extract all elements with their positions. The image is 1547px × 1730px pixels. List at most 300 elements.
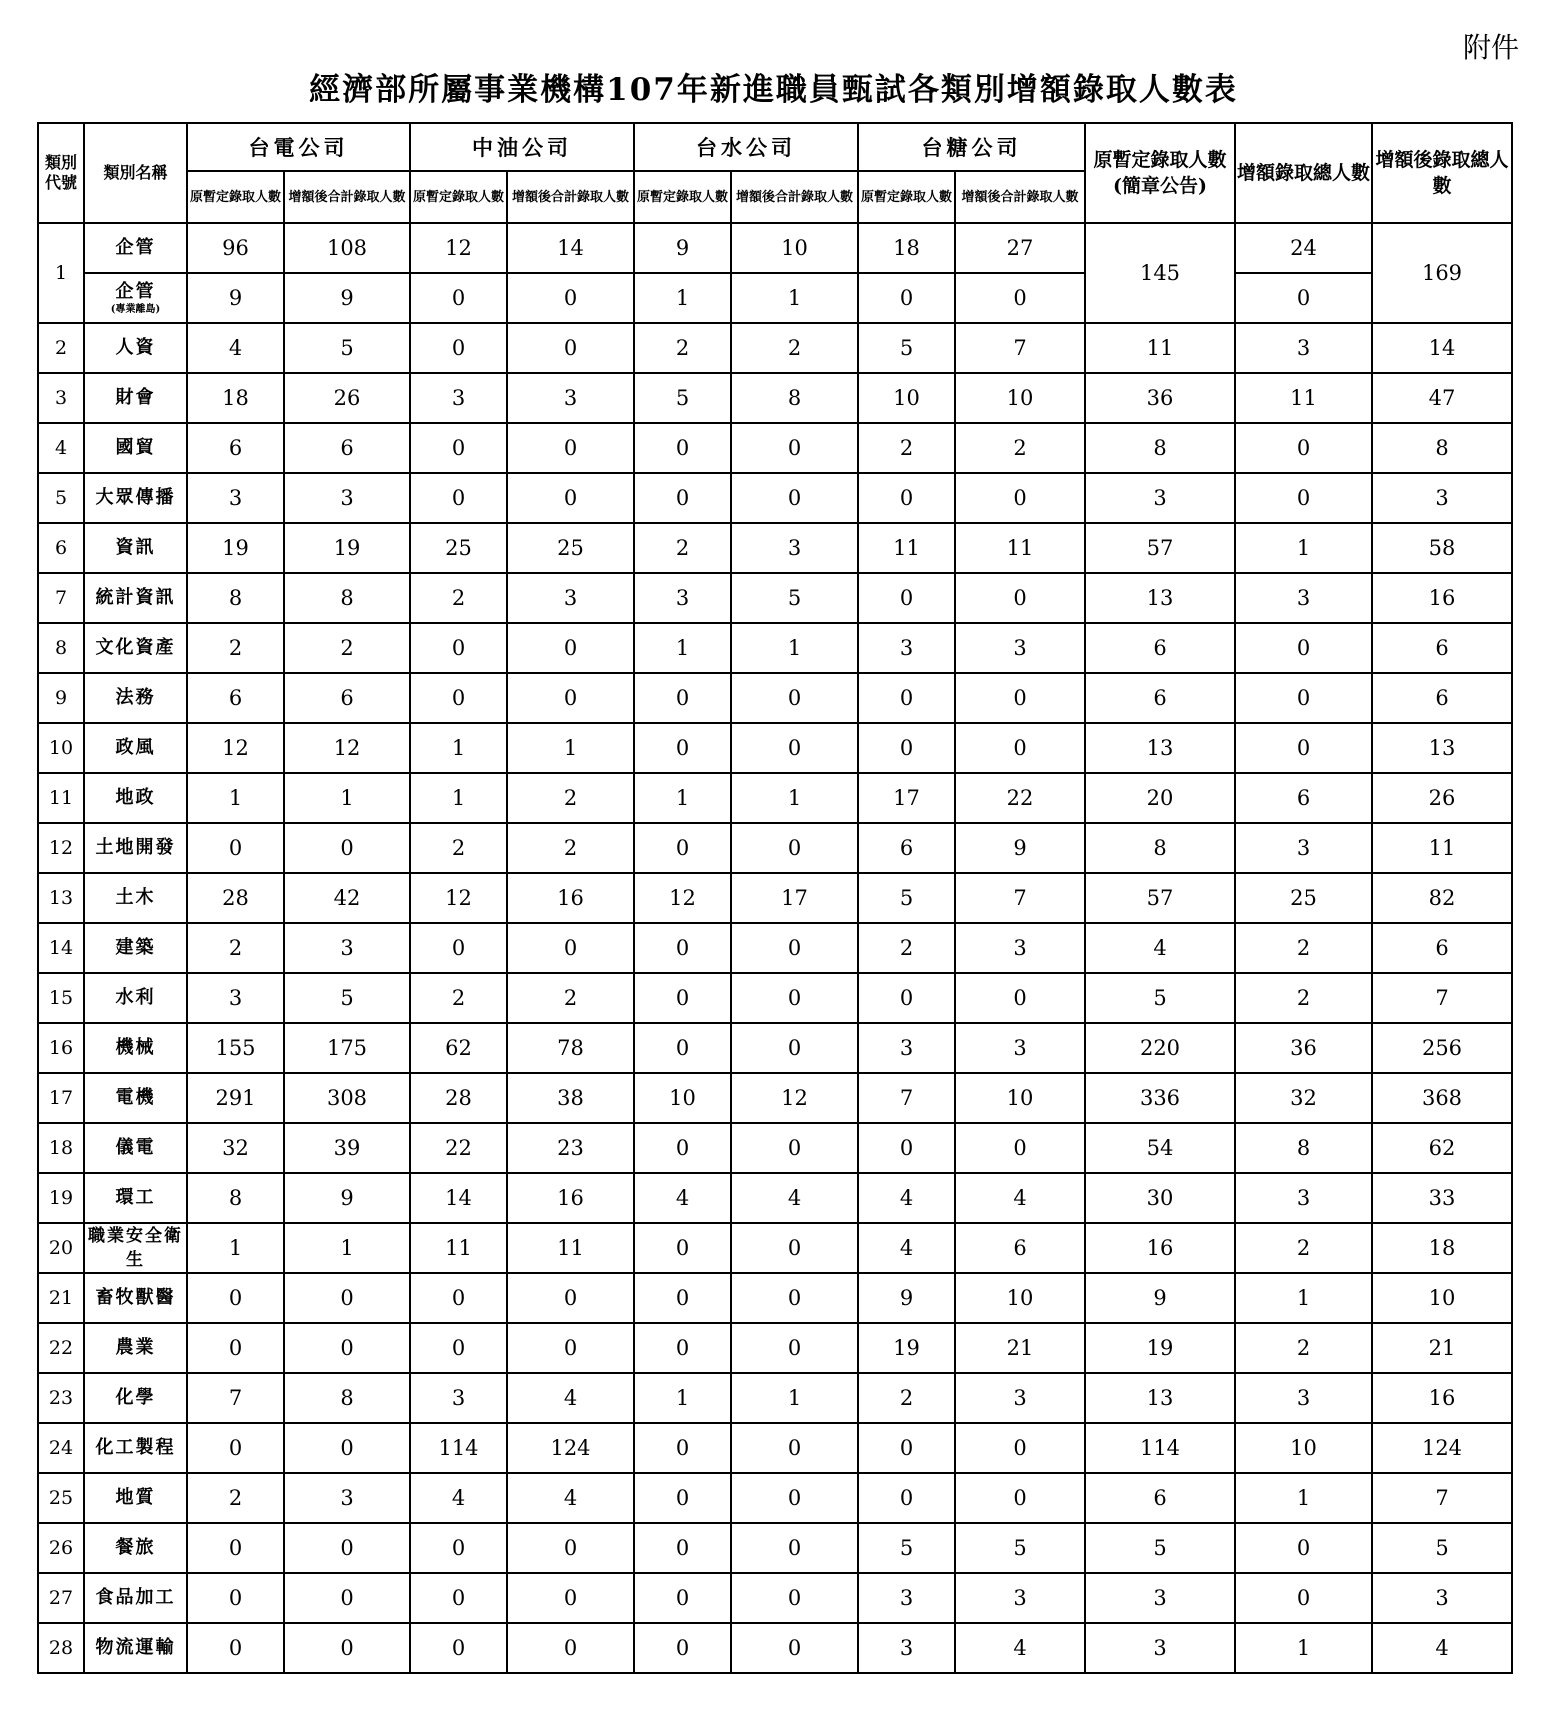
value-cell: 0: [410, 623, 507, 673]
category-name-text: 畜牧獸醫: [95, 1287, 176, 1308]
orig-total-cell: 30: [1085, 1173, 1235, 1223]
table-row: [38, 573, 1512, 623]
value-cell: 0: [507, 423, 634, 473]
value-cell: 2: [410, 573, 507, 623]
value-cell: 3: [410, 373, 507, 423]
value-cell: 0: [731, 423, 858, 473]
orig-total-cell: 57: [1085, 523, 1235, 573]
value-cell: 0: [410, 923, 507, 973]
value-cell: 1: [731, 273, 858, 323]
increase-cell: 3: [1235, 323, 1372, 373]
table-row: [38, 523, 1512, 573]
value-cell: 7: [955, 323, 1085, 373]
table-row: [38, 673, 1512, 723]
value-cell: 12: [284, 723, 410, 773]
after-total-cell: 7: [1372, 973, 1512, 1023]
value-cell: 14: [507, 223, 634, 273]
category-name-text: 職業安全衛生: [88, 1226, 183, 1270]
category-name-text: 化學: [115, 1387, 156, 1408]
category-name-text: 企管: [115, 237, 156, 258]
increase-cell: 10: [1235, 1423, 1372, 1473]
value-cell: 8: [187, 573, 284, 623]
value-cell: 0: [507, 1273, 634, 1323]
category-name: [84, 573, 187, 623]
after-total-cell: 14: [1372, 323, 1512, 373]
increase-cell: 0: [1235, 423, 1372, 473]
category-name-text: 餐旅: [115, 1537, 156, 1558]
value-cell: 9: [634, 223, 731, 273]
value-cell: 0: [284, 1573, 410, 1623]
value-cell: 1: [410, 723, 507, 773]
increase-cell: 2: [1235, 973, 1372, 1023]
value-cell: 155: [187, 1023, 284, 1073]
value-cell: 5: [858, 873, 955, 923]
value-cell: 5: [284, 323, 410, 373]
after-total-cell: 7: [1372, 1473, 1512, 1523]
category-note: (專業離島): [110, 304, 161, 315]
category-code: 26: [38, 1523, 84, 1573]
value-cell: 5: [284, 973, 410, 1023]
value-cell: 0: [507, 673, 634, 723]
value-cell: 1: [410, 773, 507, 823]
value-cell: 3: [955, 923, 1085, 973]
value-cell: 26: [284, 373, 410, 423]
value-cell: 0: [634, 1573, 731, 1623]
value-cell: 0: [284, 1423, 410, 1473]
value-cell: 0: [410, 1623, 507, 1673]
value-cell: 0: [410, 1573, 507, 1623]
value-cell: 0: [731, 923, 858, 973]
value-cell: 0: [955, 1473, 1085, 1523]
value-cell: 4: [858, 1223, 955, 1273]
value-cell: 0: [507, 1323, 634, 1373]
value-cell: 0: [634, 423, 731, 473]
value-cell: 3: [858, 1573, 955, 1623]
value-cell: 7: [955, 873, 1085, 923]
value-cell: 0: [187, 1323, 284, 1373]
category-name-text: 政風: [115, 737, 156, 758]
orig-total-cell: 336: [1085, 1073, 1235, 1123]
value-cell: 25: [410, 523, 507, 573]
category-code: 28: [38, 1623, 84, 1673]
category-code: 2: [38, 323, 84, 373]
value-cell: 5: [634, 373, 731, 423]
value-cell: 25: [507, 523, 634, 573]
value-cell: 17: [731, 873, 858, 923]
category-code: 23: [38, 1373, 84, 1423]
value-cell: 0: [507, 1523, 634, 1573]
category-code: 12: [38, 823, 84, 873]
value-cell: 4: [634, 1173, 731, 1223]
value-cell: 10: [955, 1273, 1085, 1323]
table-row: [38, 1523, 1512, 1573]
value-cell: 3: [284, 1473, 410, 1523]
after-total-cell: 62: [1372, 1123, 1512, 1173]
value-cell: 78: [507, 1023, 634, 1073]
category-code: 3: [38, 373, 84, 423]
value-cell: 62: [410, 1023, 507, 1073]
value-cell: 4: [507, 1373, 634, 1423]
value-cell: 0: [634, 1273, 731, 1323]
orig-total-cell: 11: [1085, 323, 1235, 373]
value-cell: 0: [634, 1473, 731, 1523]
value-cell: 0: [634, 673, 731, 723]
category-name: [84, 1573, 187, 1623]
category-code: 16: [38, 1023, 84, 1073]
category-name-text: 化工製程: [95, 1437, 176, 1458]
value-cell: 0: [410, 1323, 507, 1373]
value-cell: 0: [858, 1423, 955, 1473]
orig-total-cell: 16: [1085, 1223, 1235, 1273]
value-cell: 16: [507, 873, 634, 923]
table-row: [38, 1173, 1512, 1223]
value-cell: 7: [858, 1073, 955, 1123]
table-row: [38, 323, 1512, 373]
page-title: 經濟部所屬事業機構107年新進職員甄試各類別增額錄取人數表: [309, 72, 1238, 108]
category-code: 13: [38, 873, 84, 923]
value-cell: 108: [284, 223, 410, 273]
value-cell: 3: [507, 373, 634, 423]
after-total-cell: 6: [1372, 673, 1512, 723]
category-name: [84, 423, 187, 473]
value-cell: 1: [284, 1223, 410, 1273]
value-cell: 0: [410, 1273, 507, 1323]
table-row: [38, 1123, 1512, 1173]
value-cell: 124: [507, 1423, 634, 1473]
value-cell: 10: [858, 373, 955, 423]
category-name: [84, 523, 187, 573]
after-total-cell: 33: [1372, 1173, 1512, 1223]
orig-total-cell: 8: [1085, 823, 1235, 873]
after-total-cell: 3: [1372, 1573, 1512, 1623]
increase-cell: 25: [1235, 873, 1372, 923]
value-cell: 0: [858, 973, 955, 1023]
table-row: [38, 1273, 1512, 1323]
value-cell: 22: [410, 1123, 507, 1173]
category-name: [84, 1073, 187, 1123]
category-code: 17: [38, 1073, 84, 1123]
value-cell: 11: [507, 1223, 634, 1273]
increase-cell: 1: [1235, 1273, 1372, 1323]
value-cell: 0: [634, 723, 731, 773]
value-cell: 4: [858, 1173, 955, 1223]
increase-cell: 3: [1235, 1173, 1372, 1223]
value-cell: 0: [731, 1623, 858, 1673]
value-cell: 0: [731, 823, 858, 873]
table-row: [38, 1073, 1512, 1123]
value-cell: 0: [955, 973, 1085, 1023]
value-cell: 0: [284, 1523, 410, 1573]
value-cell: 2: [634, 523, 731, 573]
orig-total-cell: 9: [1085, 1273, 1235, 1323]
value-cell: 1: [731, 773, 858, 823]
value-cell: 2: [507, 973, 634, 1023]
category-name: [84, 773, 187, 823]
value-cell: 0: [187, 1273, 284, 1323]
category-name-text: 電機: [115, 1087, 156, 1108]
value-cell: 2: [187, 623, 284, 673]
value-cell: 0: [731, 1473, 858, 1523]
category-code: 21: [38, 1273, 84, 1323]
value-cell: 2: [731, 323, 858, 373]
increase-cell: 2: [1235, 923, 1372, 973]
table-row: [38, 1373, 1512, 1423]
value-cell: 0: [507, 623, 634, 673]
value-cell: 0: [634, 1323, 731, 1373]
table-row: [38, 473, 1512, 523]
value-cell: 1: [187, 773, 284, 823]
value-cell: 4: [955, 1173, 1085, 1223]
increase-cell: 32: [1235, 1073, 1372, 1123]
table-row: [38, 723, 1512, 773]
category-name: [84, 1473, 187, 1523]
subheader-after: 增額後合計錄取人數: [731, 171, 858, 223]
category-name: [84, 1423, 187, 1473]
value-cell: 3: [955, 1573, 1085, 1623]
category-name: [84, 373, 187, 423]
table-row: [38, 1573, 1512, 1623]
category-name-text: 國貿: [115, 437, 156, 458]
orig-total-cell: 6: [1085, 1473, 1235, 1523]
value-cell: 0: [634, 1023, 731, 1073]
value-cell: 0: [731, 1573, 858, 1623]
value-cell: 2: [507, 773, 634, 823]
category-name-text: 地質: [115, 1487, 156, 1508]
after-total-cell: 13: [1372, 723, 1512, 773]
category-name-text: 資訊: [115, 537, 156, 558]
orig-total-cell: 3: [1085, 1623, 1235, 1673]
value-cell: 0: [858, 673, 955, 723]
table-row: [38, 623, 1512, 673]
category-name: [84, 1623, 187, 1673]
value-cell: 0: [507, 1623, 634, 1673]
orig-total-cell: 3: [1085, 1573, 1235, 1623]
after-total-cell: 8: [1372, 423, 1512, 473]
table-row: [38, 1423, 1512, 1473]
category-name-text: 土地開發: [95, 837, 176, 858]
value-cell: 0: [634, 923, 731, 973]
table-row: [38, 1023, 1512, 1073]
category-name-text: 環工: [115, 1187, 156, 1208]
category-name-text: 食品加工: [95, 1587, 176, 1608]
category-name: [84, 273, 187, 323]
category-code: 10: [38, 723, 84, 773]
orig-total-cell: 13: [1085, 723, 1235, 773]
orig-total-cell: 54: [1085, 1123, 1235, 1173]
category-name: [84, 323, 187, 373]
after-total-cell: 16: [1372, 1373, 1512, 1423]
after-total-cell: 21: [1372, 1323, 1512, 1373]
value-cell: 0: [731, 723, 858, 773]
category-name: [84, 473, 187, 523]
category-code: 11: [38, 773, 84, 823]
value-cell: 114: [410, 1423, 507, 1473]
subheader-orig: 原暫定錄取人數: [410, 171, 507, 223]
category-name-text: 水利: [115, 987, 156, 1008]
value-cell: 0: [284, 1323, 410, 1373]
value-cell: 17: [858, 773, 955, 823]
value-cell: 9: [858, 1273, 955, 1323]
value-cell: 1: [634, 623, 731, 673]
value-cell: 6: [284, 673, 410, 723]
orig-total-cell: 36: [1085, 373, 1235, 423]
value-cell: 0: [507, 1573, 634, 1623]
increase-cell: 3: [1235, 823, 1372, 873]
category-name: [84, 1123, 187, 1173]
category-code: 1: [38, 223, 84, 323]
orig-total-cell: 8: [1085, 423, 1235, 473]
category-name-text: 統計資訊: [95, 587, 176, 608]
increase-cell: 0: [1235, 673, 1372, 723]
value-cell: 0: [284, 1273, 410, 1323]
value-cell: 0: [731, 1323, 858, 1373]
value-cell: 10: [955, 373, 1085, 423]
header-company-water: 台水公司: [634, 123, 858, 171]
value-cell: 0: [187, 1623, 284, 1673]
orig-total-cell: 5: [1085, 973, 1235, 1023]
value-cell: 18: [858, 223, 955, 273]
value-cell: 0: [507, 323, 634, 373]
increase-cell: 24: [1235, 223, 1372, 273]
value-cell: 5: [731, 573, 858, 623]
category-code: 14: [38, 923, 84, 973]
value-cell: 0: [410, 423, 507, 473]
after-total-cell: 6: [1372, 623, 1512, 673]
increase-cell: 1: [1235, 1473, 1372, 1523]
value-cell: 6: [284, 423, 410, 473]
value-cell: 0: [634, 1623, 731, 1673]
value-cell: 0: [731, 1123, 858, 1173]
after-total-cell: 82: [1372, 873, 1512, 923]
value-cell: 18: [187, 373, 284, 423]
value-cell: 0: [731, 973, 858, 1023]
value-cell: 0: [955, 723, 1085, 773]
value-cell: 0: [731, 1423, 858, 1473]
category-code: 15: [38, 973, 84, 1023]
category-name-text: 文化資產: [95, 637, 176, 658]
value-cell: 32: [187, 1123, 284, 1173]
category-code: 9: [38, 673, 84, 723]
value-cell: 5: [858, 323, 955, 373]
value-cell: 0: [955, 673, 1085, 723]
value-cell: 16: [507, 1173, 634, 1223]
value-cell: 1: [634, 1373, 731, 1423]
value-cell: 39: [284, 1123, 410, 1173]
increase-cell: 3: [1235, 573, 1372, 623]
category-code: 24: [38, 1423, 84, 1473]
value-cell: 0: [858, 1123, 955, 1173]
table-row: [38, 223, 1512, 273]
value-cell: 1: [634, 273, 731, 323]
value-cell: 12: [410, 873, 507, 923]
orig-total-cell: 145: [1085, 223, 1235, 323]
category-name: [84, 923, 187, 973]
value-cell: 2: [507, 823, 634, 873]
value-cell: 2: [955, 423, 1085, 473]
value-cell: 0: [955, 273, 1085, 323]
category-name-text: 大眾傳播: [95, 487, 176, 508]
value-cell: 23: [507, 1123, 634, 1173]
table-row: [38, 823, 1512, 873]
value-cell: 11: [955, 523, 1085, 573]
after-total-cell: 18: [1372, 1223, 1512, 1273]
orig-total-cell: 20: [1085, 773, 1235, 823]
after-total-cell: 6: [1372, 923, 1512, 973]
value-cell: 0: [634, 1523, 731, 1573]
value-cell: 0: [507, 473, 634, 523]
header-company-cpc: 中油公司: [410, 123, 634, 171]
value-cell: 175: [284, 1023, 410, 1073]
value-cell: 2: [187, 1473, 284, 1523]
increase-cell: 6: [1235, 773, 1372, 823]
category-name-text: 機械: [115, 1037, 156, 1058]
category-name: [84, 223, 187, 273]
category-name-text: 財會: [115, 387, 156, 408]
subheader-after: 增額後合計錄取人數: [507, 171, 634, 223]
value-cell: 22: [955, 773, 1085, 823]
after-total-cell: 169: [1372, 223, 1512, 323]
value-cell: 11: [858, 523, 955, 573]
category-code: 6: [38, 523, 84, 573]
value-cell: 3: [858, 1623, 955, 1673]
value-cell: 1: [284, 773, 410, 823]
table-row: [38, 373, 1512, 423]
value-cell: 6: [858, 823, 955, 873]
table-row: [38, 273, 1512, 323]
category-name: [84, 823, 187, 873]
increase-cell: 1: [1235, 523, 1372, 573]
category-name-text: 人資: [115, 337, 156, 358]
after-total-cell: 256: [1372, 1023, 1512, 1073]
value-cell: 9: [284, 1173, 410, 1223]
increase-cell: 0: [1235, 273, 1372, 323]
value-cell: 2: [858, 1373, 955, 1423]
orig-total-cell: 5: [1085, 1523, 1235, 1573]
value-cell: 0: [731, 1523, 858, 1573]
category-code: 27: [38, 1573, 84, 1623]
table-row: [38, 1473, 1512, 1523]
increase-cell: 2: [1235, 1223, 1372, 1273]
value-cell: 3: [634, 573, 731, 623]
value-cell: 21: [955, 1323, 1085, 1373]
value-cell: 0: [410, 323, 507, 373]
table-row: [38, 1223, 1512, 1273]
value-cell: 38: [507, 1073, 634, 1123]
orig-total-cell: 13: [1085, 1373, 1235, 1423]
table-row: [38, 1623, 1512, 1673]
orig-total-cell: 6: [1085, 673, 1235, 723]
value-cell: 0: [858, 723, 955, 773]
value-cell: 0: [731, 673, 858, 723]
orig-total-cell: 57: [1085, 873, 1235, 923]
category-code: 18: [38, 1123, 84, 1173]
orig-total-cell: 13: [1085, 573, 1235, 623]
table-row: [38, 973, 1512, 1023]
value-cell: 291: [187, 1073, 284, 1123]
subheader-after: 增額後合計錄取人數: [284, 171, 410, 223]
value-cell: 0: [634, 473, 731, 523]
table-row: [38, 923, 1512, 973]
value-cell: 0: [410, 273, 507, 323]
value-cell: 0: [634, 1123, 731, 1173]
value-cell: 0: [955, 1423, 1085, 1473]
value-cell: 6: [187, 423, 284, 473]
value-cell: 9: [955, 823, 1085, 873]
value-cell: 2: [187, 923, 284, 973]
category-name: [84, 973, 187, 1023]
value-cell: 4: [955, 1623, 1085, 1673]
increase-cell: 3: [1235, 1373, 1372, 1423]
